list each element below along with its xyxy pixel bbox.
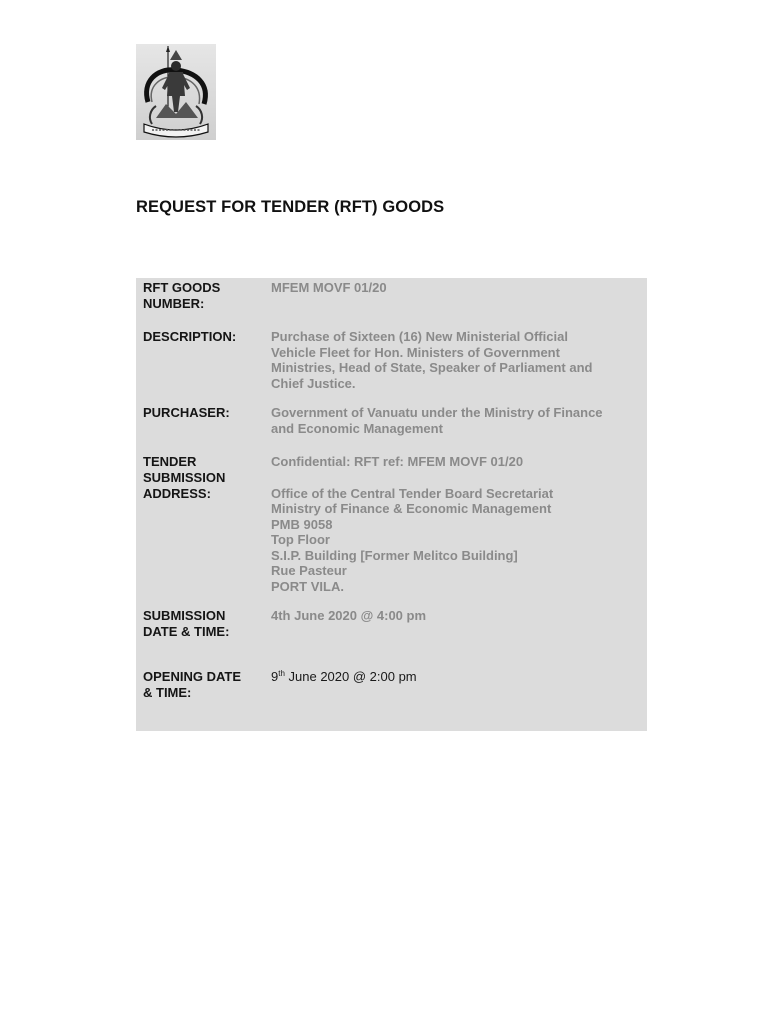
- description-value: Purchase of Sixteen (16) New Ministerial Official Vehicle Fleet for Hon. Ministers of Government Ministries, Head of State, Speaker of Parliament and Chief Justice.: [271, 329, 593, 391]
- opening-datetime-value: 9th June 2020 @ 2:00 pm: [271, 669, 417, 684]
- vanuatu-coat-of-arms-icon: [136, 44, 216, 140]
- tender-info-table: [136, 278, 647, 731]
- description-label: DESCRIPTION:: [143, 329, 237, 344]
- submission-datetime-label: SUBMISSION DATE & TIME:: [143, 608, 230, 639]
- purchaser-label: PURCHASER:: [143, 405, 230, 420]
- opening-datetime-label: OPENING DATE & TIME:: [143, 669, 241, 700]
- submission-address-value: Confidential: RFT ref: MFEM MOVF 01/20 Office of the Central Tender Board Secretariat Ministry of Finance & Economic Management PMB 9058 Top Floor S.I.P. Building [Former Melitco Building] Rue Pasteur PORT VILA.: [271, 454, 641, 594]
- tender-reference: Confidential: RFT ref: MFEM MOVF 01/20: [271, 454, 524, 469]
- submission-address-label: TENDER SUBMISSION ADDRESS:: [143, 454, 226, 501]
- submission-datetime-value: 4th June 2020 @ 4:00 pm: [271, 608, 427, 623]
- rft-number-label: RFT GOODS NUMBER:: [143, 280, 221, 311]
- document-title: REQUEST FOR TENDER (RFT) GOODS: [136, 198, 445, 216]
- rft-number-value: MFEM MOVF 01/20: [271, 280, 387, 295]
- purchaser-value: Government of Vanuatu under the Ministry of Finance and Economic Management: [271, 405, 603, 436]
